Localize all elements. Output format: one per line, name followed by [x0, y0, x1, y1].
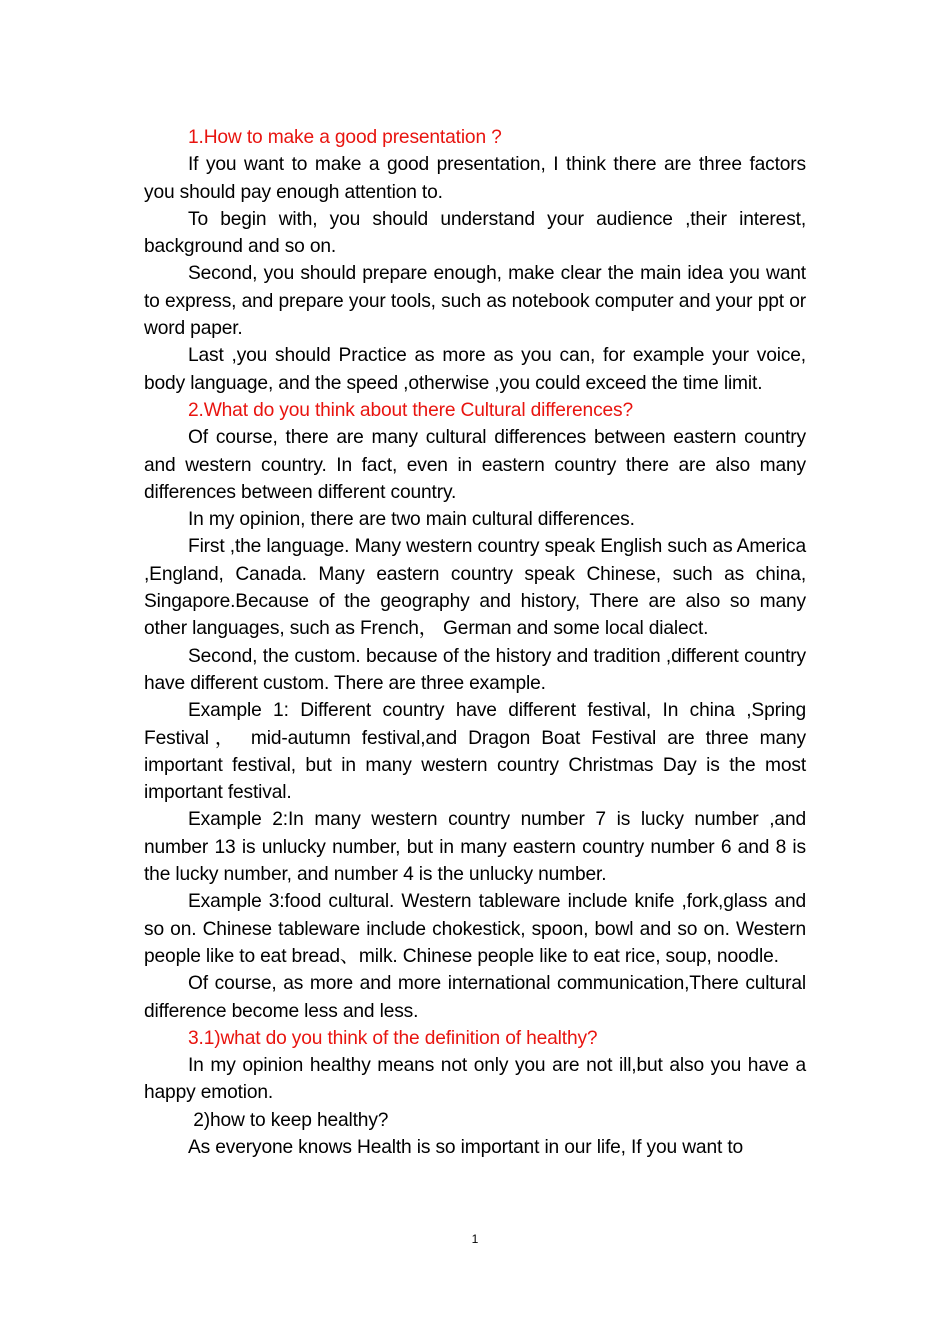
paragraph: Example 2:In many western country number 7 is lucky number ,and number 13 is unlucky number, but in many eastern country number 6 and 8 is the lucky number, and number 4 is the unlucky number.: [144, 809, 806, 886]
paragraph: Example 3:food cultural. Western tableware include knife ,fork,glass and so on. Chinese tableware include chokestick, spoon, bowl and so on. Western people like to eat bread、milk. Chinese people like to eat rice, soup, noodle.: [144, 891, 806, 967]
subheading-keep-healthy: 2)how to keep healthy?: [188, 1109, 389, 1131]
paragraph: First ,the language. Many western country speak English such as America ,England, Canada. Many eastern country speak Chinese, such as china, Singapore.Because of the geography and history, There are also so many other languages, such as French， German and some local dialect.: [144, 536, 806, 640]
paragraph: Last ,you should Practice as more as you can, for example your voice, body language, and the speed ,otherwise ,you could exceed the time limit.: [144, 345, 806, 394]
paragraph: As everyone knows Health is so important in our life, If you want to: [188, 1136, 744, 1158]
paragraph: In my opinion healthy means not only you are not ill,but also you have a happy emotion.: [144, 1055, 806, 1104]
paragraph: To begin with, you should understand your audience ,their interest, background and so on.: [144, 208, 806, 258]
paragraph: Of course, as more and more international communication,There cultural difference become less and less.: [144, 973, 806, 1022]
heading-presentation: 1.How to make a good presentation ?: [188, 127, 502, 148]
paragraph: Second, the custom. because of the history and tradition ,different country have different custom. There are three example.: [144, 645, 806, 694]
paragraph: If you want to make a good presentation, I think there are three factors you should pay enough attention to.: [144, 154, 806, 203]
paragraph: Of course, there are many cultural differences between eastern country and western country. In fact, even in eastern country there are also many differences between different country.: [144, 427, 806, 503]
paragraph: In my opinion, there are two main cultural differences.: [188, 509, 635, 531]
heading-healthy-definition: 3.1)what do you think of the definition of healthy?: [188, 1027, 598, 1049]
heading-cultural-differences: 2.What do you think about there Cultural differences?: [188, 399, 634, 421]
paragraph: Second, you should prepare enough, make clear the main idea you want to express, and prepare your tools, such as notebook computer and your ppt or word paper.: [144, 263, 806, 340]
page-number: 1: [471, 1232, 479, 1246]
document-body: [144, 124, 806, 1161]
paragraph: Example 1: Different country have different festival, In china ,Spring Festival， mid-autumn festival,and Dragon Boat Festival are three many important festival, but in many western country Christmas Day is the most important festival.: [144, 700, 806, 804]
